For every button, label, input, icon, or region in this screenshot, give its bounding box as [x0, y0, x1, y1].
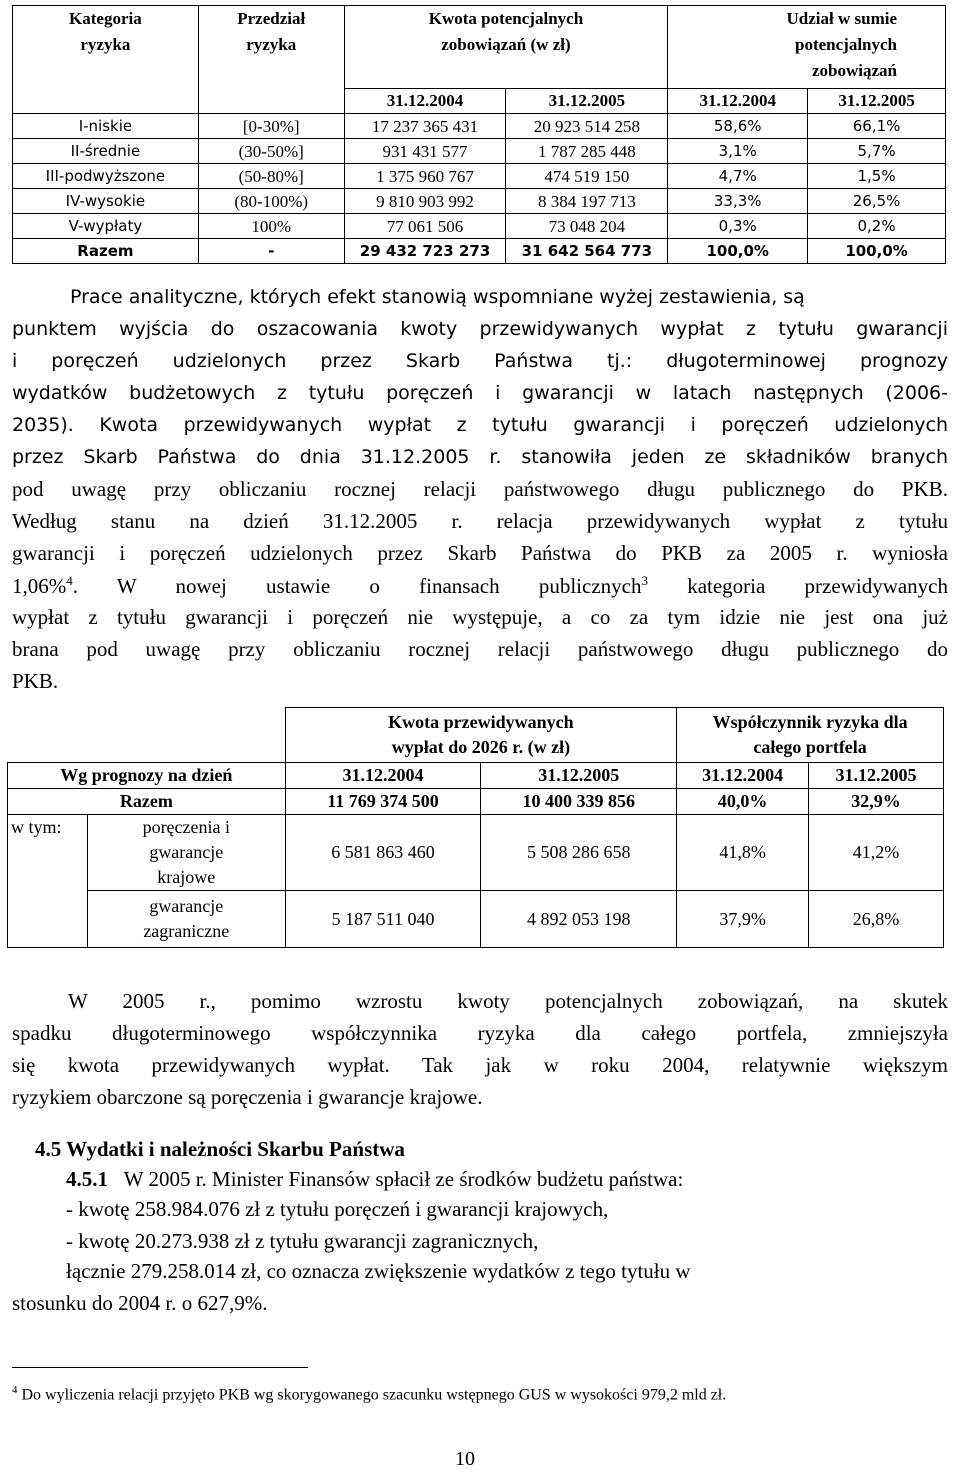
table-cell: 8 384 197 713	[506, 189, 668, 214]
table-cell: 100%	[198, 214, 344, 239]
header-przedzial: Przedział ryzyka	[198, 6, 344, 114]
total-label: Razem	[8, 789, 286, 815]
value-cell: 41,2%	[809, 815, 944, 891]
row-label: poręczenia i gwarancje krajowe	[87, 815, 285, 891]
wg-label: Wg prognozy na dzień	[8, 763, 286, 789]
table-cell: 0,2%	[808, 214, 946, 239]
total-cell: 32,9%	[809, 789, 944, 815]
list-item: - kwotę 258.984.076 zł z tytułu poręczeń i gwarancji krajowych,	[66, 1197, 609, 1221]
table-cell: 4,7%	[668, 164, 808, 189]
table-cell: (30-50%]	[198, 139, 344, 164]
total-line-cont: stosunku do 2004 r. o 627,9%.	[12, 1291, 268, 1315]
total-cell: 10 400 339 856	[481, 789, 677, 815]
header-kwota: Kwota potencjalnych zobowiązań (w zł)	[344, 6, 668, 89]
table-cell: (80-100%)	[198, 189, 344, 214]
date-cell: 31.12.2004	[668, 89, 808, 114]
table-row	[13, 189, 946, 214]
text-line: i poręczeń udzielonych przez Skarb Państwa tj.: długoterminowej prognozy	[12, 350, 948, 372]
text-line: wypłat z tytułu gwarancji i poręczeń nie występuje, a co za tym idzie nie jest ona już	[12, 605, 948, 629]
table-header-row	[13, 6, 946, 89]
table-cell: 73 048 204	[506, 214, 668, 239]
footnote	[12, 1380, 726, 1405]
text-line: przez Skarb Państwa do dnia 31.12.2005 r. stanowiła jeden ze składników branych	[12, 446, 948, 468]
forecast-row-krajowe	[8, 815, 944, 891]
table-cell: 1 375 960 767	[344, 164, 506, 189]
row-label: gwarancje zagraniczne	[87, 891, 285, 948]
text-line: punktem wyjścia do oszacowania kwoty przewidywanych wypłat z tytułu gwarancji	[12, 318, 948, 340]
table-cell: 1 787 285 448	[506, 139, 668, 164]
value-cell: 37,9%	[677, 891, 809, 948]
total-cell: 100,0%	[668, 239, 808, 264]
value-cell: 26,8%	[809, 891, 944, 948]
forecast-row-zagraniczne	[8, 891, 944, 948]
table-row	[13, 114, 946, 139]
table-cell: [0-30%]	[198, 114, 344, 139]
header-wspolczynnik: Współczynnik ryzyka dla całego portfela	[677, 708, 944, 763]
table-row	[13, 164, 946, 189]
header-kategoria: Kategoria ryzyka	[13, 6, 199, 114]
forecast-table	[7, 707, 944, 948]
table-cell: 20 923 514 258	[506, 114, 668, 139]
text-line: W 2005 r., pomimo wzrostu kwoty potencjalnych zobowiązań, na skutek	[68, 989, 948, 1013]
total-cell: -	[198, 239, 344, 264]
footnote-text: Do wyliczenia relacji przyjęto PKB wg skorygowanego szacunku wstępnego GUS w wysokości 979,2 mld zł.	[17, 1386, 727, 1404]
page-number: 10	[455, 1448, 475, 1470]
date-cell: 31.12.2005	[506, 89, 668, 114]
date-cell: 31.12.2004	[677, 763, 809, 789]
forecast-dates-row	[8, 763, 944, 789]
table-cell: 77 061 506	[344, 214, 506, 239]
table-cell: 58,6%	[668, 114, 808, 139]
table-cell: 26,5%	[808, 189, 946, 214]
table-cell: II-średnie	[13, 139, 199, 164]
table-cell: IV-wysokie	[13, 189, 199, 214]
wtym-label: w tym:	[8, 815, 88, 948]
text-line: PKB.	[12, 669, 59, 693]
text-line: 1,06%$^4$. W nowej ustawie o finansach publicznych$^3$ kategoria przewidywanych	[12, 573, 948, 598]
footnote-number: 4	[12, 1384, 18, 1396]
table-cell: 931 431 577	[344, 139, 506, 164]
table-cell: V-wypłaty	[13, 214, 199, 239]
date-cell: 31.12.2005	[481, 763, 677, 789]
table-total-row	[13, 239, 946, 264]
table-cell: 1,5%	[808, 164, 946, 189]
section-heading: 4.5 Wydatki i należności Skarbu Państwa	[35, 1137, 405, 1161]
total-cell: Razem	[13, 239, 199, 264]
subsection-number: 4.5.1	[66, 1167, 108, 1191]
total-cell: 11 769 374 500	[285, 789, 481, 815]
table-row	[13, 139, 946, 164]
total-cell: 100,0%	[808, 239, 946, 264]
risk-category-table	[12, 5, 946, 264]
value-cell: 5 508 286 658	[481, 815, 677, 891]
subsection-line	[66, 1163, 960, 1195]
table-cell: I-niskie	[13, 114, 199, 139]
text-line: pod uwagę przy obliczaniu rocznej relacji państwowego długu publicznego do PKB.	[12, 477, 948, 501]
text-line: ryzykiem obarczone są poręczenia i gwarancje krajowe.	[12, 1085, 483, 1109]
table-cell: 0,3%	[668, 214, 808, 239]
text-line: 2035). Kwota przewidywanych wypłat z tytułu gwarancji i poręczeń udzielonych	[12, 414, 948, 436]
value-cell: 4 892 053 198	[481, 891, 677, 948]
table-cell: 3,1%	[668, 139, 808, 164]
forecast-header-row	[8, 708, 944, 763]
subsection-text: W 2005 r. Minister Finansów spłacił ze środków budżetu państwa:	[123, 1167, 684, 1191]
table-cell: 9 810 903 992	[344, 189, 506, 214]
value-cell: 5 187 511 040	[285, 891, 481, 948]
footnote-rule	[12, 1367, 308, 1368]
text-line: Prace analityczne, których efekt stanowią wspomniane wyżej zestawienia, są	[70, 286, 805, 308]
table-cell: 5,7%	[808, 139, 946, 164]
text-line: się kwota przewidywanych wypłat. Tak jak w roku 2004, relatywnie większym	[12, 1053, 948, 1077]
date-cell: 31.12.2004	[344, 89, 506, 114]
date-cell: 31.12.2004	[285, 763, 481, 789]
text-line: gwarancji i poręczeń udzielonych przez Skarb Państwa do PKB za 2005 r. wyniosła	[12, 541, 948, 565]
text-line: Według stanu na dzień 31.12.2005 r. relacja przewidywanych wypłat z tytułu	[12, 509, 948, 533]
table-cell: (50-80%]	[198, 164, 344, 189]
value-cell: 41,8%	[677, 815, 809, 891]
total-cell: 40,0%	[677, 789, 809, 815]
table-cell: 66,1%	[808, 114, 946, 139]
list-item: - kwotę 20.273.938 zł z tytułu gwarancji zagranicznych,	[66, 1229, 539, 1253]
value-cell: 6 581 863 460	[285, 815, 481, 891]
table-cell: III-podwyższone	[13, 164, 199, 189]
header-udzial: Udział w sumie potencjalnych zobowiązań	[668, 6, 946, 89]
date-cell: 31.12.2005	[808, 89, 946, 114]
total-cell: 31 642 564 773	[506, 239, 668, 264]
total-cell: 29 432 723 273	[344, 239, 506, 264]
text-line: spadku długoterminowego współczynnika ryzyka dla całego portfela, zmniejszyła	[12, 1021, 948, 1045]
date-cell: 31.12.2005	[809, 763, 944, 789]
table-cell: 17 237 365 431	[344, 114, 506, 139]
total-line: łącznie 279.258.014 zł, co oznacza zwiększenie wydatków z tego tytułu w	[66, 1259, 691, 1283]
table-row	[13, 214, 946, 239]
header-kwota-wyplat: Kwota przewidywanych wypłat do 2026 r. (w zł)	[285, 708, 677, 763]
forecast-total-row	[8, 789, 944, 815]
table-cell: 474 519 150	[506, 164, 668, 189]
text-line: brana pod uwagę przy obliczaniu rocznej relacji państwowego długu publicznego do	[12, 637, 948, 661]
table-cell: 33,3%	[668, 189, 808, 214]
text-line: wydatków budżetowych z tytułu poręczeń i gwarancji w latach następnych (2006-	[12, 382, 948, 404]
